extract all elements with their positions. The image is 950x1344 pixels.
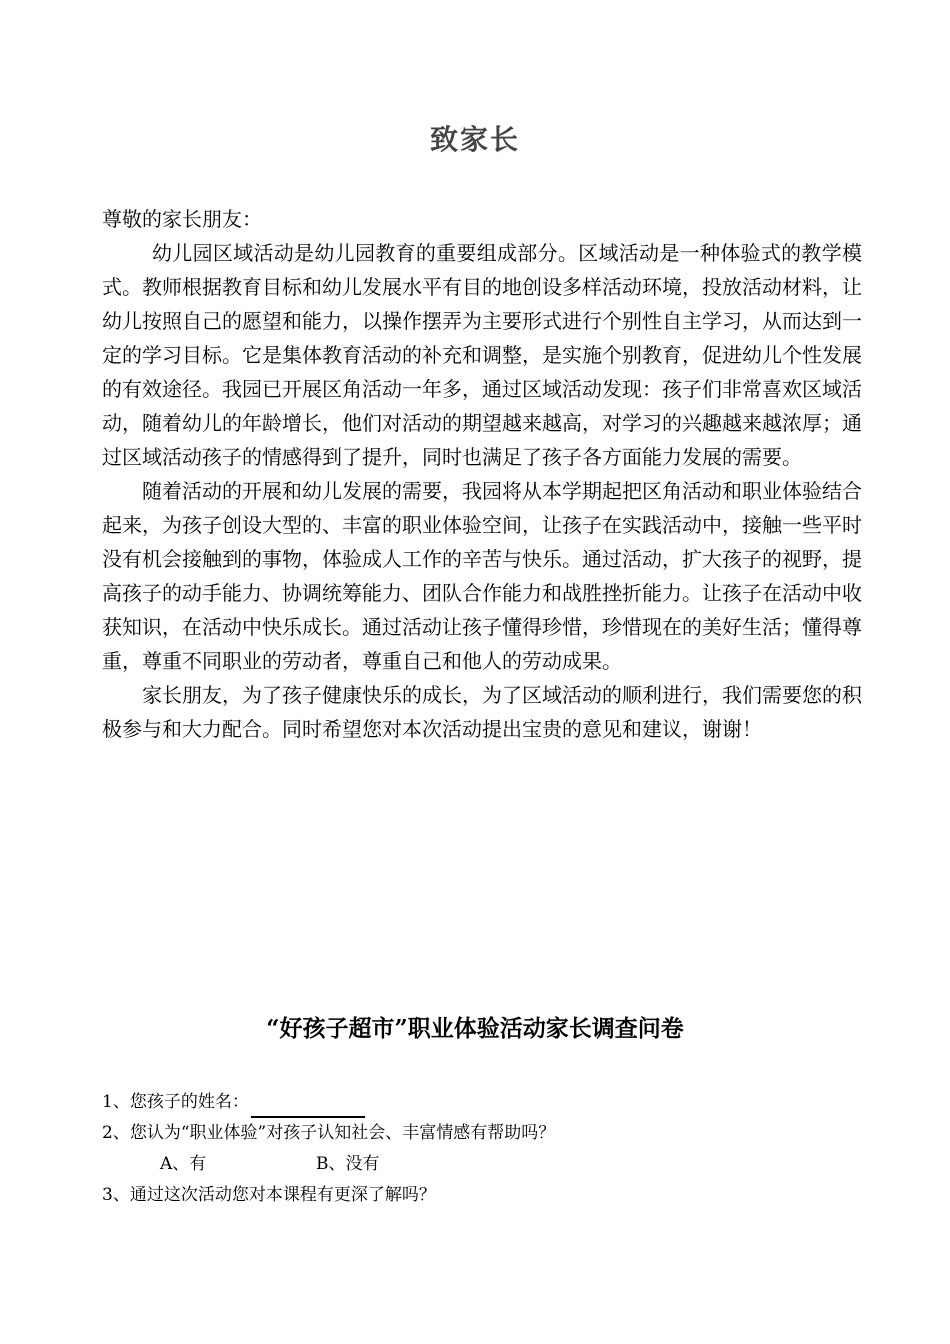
option-a[interactable]: A、有 bbox=[160, 1154, 207, 1174]
question-2-options bbox=[102, 1149, 862, 1180]
letter-body bbox=[102, 202, 862, 746]
question-3-text: 3、通过这次活动您对本课程有更深了解吗？ bbox=[102, 1185, 436, 1205]
question-1-text: 1、您孩子的姓名： bbox=[102, 1092, 249, 1112]
option-b[interactable]: B、没有 bbox=[316, 1154, 380, 1174]
letter-greeting: 尊敬的家长朋友： bbox=[102, 207, 262, 231]
survey-questions bbox=[102, 1087, 862, 1211]
letter-title: 致家长 bbox=[429, 123, 520, 156]
letter-paragraph-1: 幼儿园区域活动是幼儿园教育的重要组成部分。区域活动是一种体验式的教学模式。教师根据教育目标和幼儿发展水平有目的地创设多样活动环境，投放活动材料，让幼儿按照自己的愿望和能力，以操作摆弄为主要形式进行个别性自主学习，从而达到一定的学习目标。它是集体教育活动的补充和调整，是实施个别教育，促进幼儿个性发展的有效途径。我园已开展区角活动一年多，通过区域活动发现：孩子们非常喜欢区域活动，随着幼儿的年龄增长，他们对活动的期望越来越高，对学习的兴趣越来越浓厚；通过区域活动孩子的情感得到了提升，同时也满足了孩子各方面能力发展的需要。 bbox=[102, 241, 862, 469]
question-2-text: 2、您认为“职业体验”对孩子认知社会、丰富情感有帮助吗？ bbox=[102, 1123, 556, 1143]
question-1 bbox=[102, 1087, 862, 1118]
name-blank-field[interactable] bbox=[251, 1096, 365, 1118]
letter-paragraph-3: 家长朋友，为了孩子健康快乐的成长，为了区域活动的顺利进行，我们需要您的积极参与和大力配合。同时希望您对本次活动提出宝贵的意见和建议，谢谢！ bbox=[102, 683, 862, 741]
letter-paragraph-2: 随着活动的开展和幼儿发展的需要，我园将从本学期起把区角活动和职业体验结合起来，为孩子创设大型的、丰富的职业体验空间，让孩子在实践活动中，接触一些平时没有机会接触到的事物，体验成人工作的辛苦与快乐。通过活动，扩大孩子的视野，提高孩子的动手能力、协调统筹能力、团队合作能力和战胜挫折能力。让孩子在活动中收获知识，在活动中快乐成长。通过活动让孩子懂得珍惜，珍惜现在的美好生活；懂得尊重，尊重不同职业的劳动者，尊重自己和他人的劳动成果。 bbox=[102, 479, 862, 673]
survey-title: “好孩子超市”职业体验活动家长调查问卷 bbox=[266, 1015, 684, 1042]
